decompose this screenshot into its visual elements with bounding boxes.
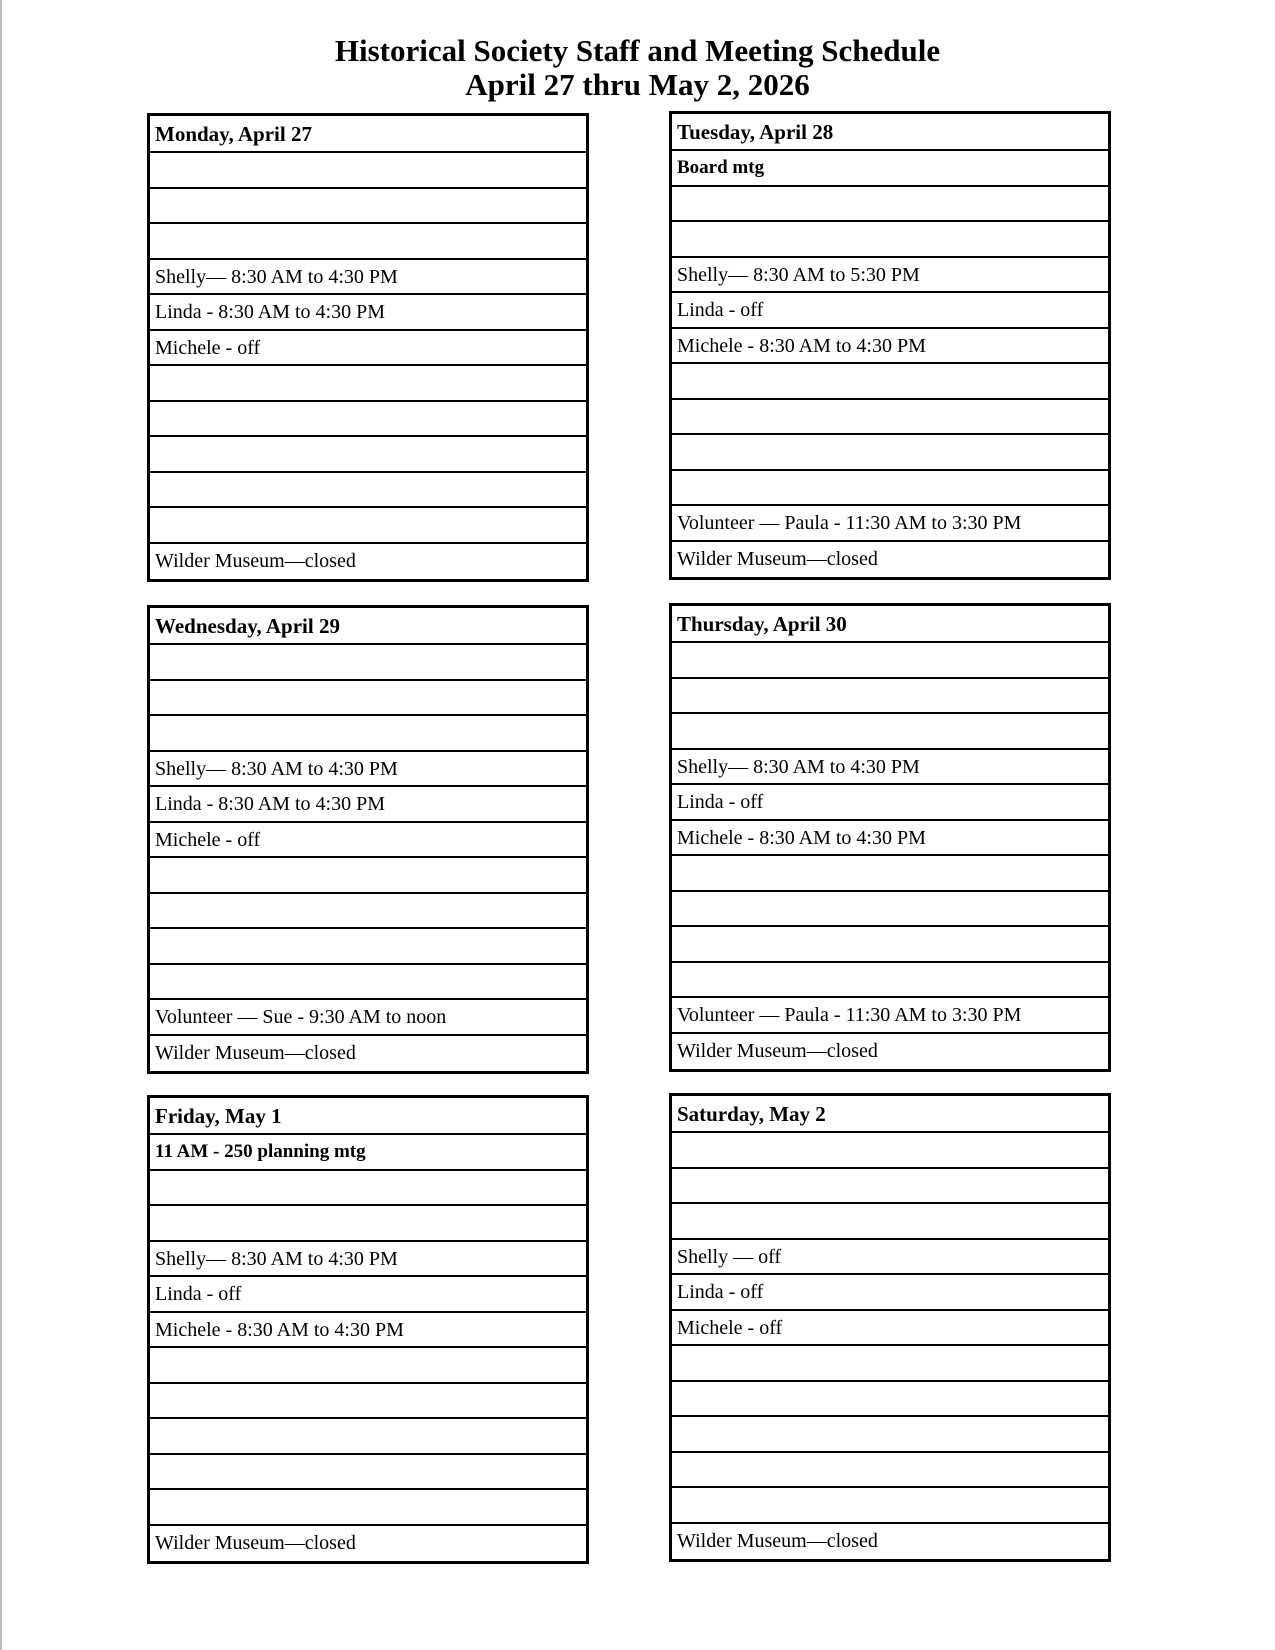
schedule-row: Wilder Museum—closed <box>155 1531 356 1554</box>
schedule-row: Wilder Museum—closed <box>677 1039 878 1062</box>
schedule-row: Michele - 8:30 AM to 4:30 PM <box>672 329 1108 365</box>
schedule-row <box>150 1206 586 1242</box>
day-header: Thursday, April 30 <box>672 606 1108 643</box>
schedule-row <box>150 153 586 189</box>
schedule-row <box>672 963 1108 999</box>
day-box-friday <box>147 1095 589 1564</box>
schedule-row: Volunteer — Sue - 9:30 AM to noon <box>150 1000 586 1036</box>
schedule-row <box>672 435 1108 471</box>
schedule-row <box>672 471 1108 507</box>
schedule-row: Michele - off <box>150 331 586 367</box>
schedule-row: Linda - off <box>150 1277 586 1313</box>
schedule-row <box>150 189 586 225</box>
day-header: Tuesday, April 28 <box>672 114 1108 151</box>
day-header: Saturday, May 2 <box>672 1096 1108 1133</box>
day-box-tuesday <box>669 111 1111 580</box>
schedule-row <box>150 965 586 1001</box>
schedule-row <box>672 1488 1108 1524</box>
schedule-row: Wilder Museum—closed <box>677 1529 878 1552</box>
day-header: Wednesday, April 29 <box>150 608 586 645</box>
schedule-row: Michele - off <box>150 823 586 859</box>
schedule-row: Volunteer — Paula - 11:30 AM to 3:30 PM <box>672 998 1108 1034</box>
schedule-row <box>672 1346 1108 1382</box>
schedule-row <box>672 400 1108 436</box>
schedule-row <box>672 927 1108 963</box>
schedule-row: Michele - 8:30 AM to 4:30 PM <box>672 821 1108 857</box>
schedule-row: Linda - off <box>672 293 1108 329</box>
schedule-row <box>672 187 1108 223</box>
schedule-row <box>672 1382 1108 1418</box>
day-box-thursday <box>669 603 1111 1072</box>
schedule-row: Linda - 8:30 AM to 4:30 PM <box>150 295 586 331</box>
schedule-row <box>672 1417 1108 1453</box>
schedule-row <box>150 366 586 402</box>
schedule-row <box>150 1348 586 1384</box>
schedule-row <box>672 1453 1108 1489</box>
schedule-row: Wilder Museum—closed <box>155 1041 356 1064</box>
schedule-row: Michele - off <box>672 1311 1108 1347</box>
schedule-row: Shelly— 8:30 AM to 5:30 PM <box>672 258 1108 294</box>
schedule-row <box>672 364 1108 400</box>
schedule-row <box>672 1169 1108 1205</box>
schedule-row <box>150 681 586 717</box>
schedule-row <box>150 716 586 752</box>
day-box-wednesday <box>147 605 589 1074</box>
schedule-row: Wilder Museum—closed <box>677 547 878 570</box>
schedule-row <box>672 222 1108 258</box>
schedule-row <box>672 643 1108 679</box>
schedule-row <box>672 714 1108 750</box>
day-box-monday <box>147 113 589 582</box>
document-title <box>0 34 1275 102</box>
schedule-row <box>150 1384 586 1420</box>
schedule-row: Shelly— 8:30 AM to 4:30 PM <box>150 752 586 788</box>
schedule-row: Volunteer — Paula - 11:30 AM to 3:30 PM <box>672 506 1108 542</box>
schedule-row <box>150 1419 586 1455</box>
schedule-row <box>150 402 586 438</box>
schedule-row: Wilder Museum—closed <box>155 549 356 572</box>
schedule-row: Linda - off <box>672 1275 1108 1311</box>
schedule-row <box>150 224 586 260</box>
day-header: Friday, May 1 <box>150 1098 586 1135</box>
schedule-row <box>150 645 586 681</box>
title-line-2: April 27 thru May 2, 2026 <box>465 67 810 102</box>
title-line-1: Historical Society Staff and Meeting Schedule <box>334 33 941 68</box>
schedule-row <box>672 679 1108 715</box>
schedule-row: Shelly — off <box>672 1240 1108 1276</box>
schedule-row: Michele - 8:30 AM to 4:30 PM <box>150 1313 586 1349</box>
meeting-row: 11 AM - 250 planning mtg <box>150 1135 586 1171</box>
schedule-row <box>150 437 586 473</box>
schedule-row <box>150 1490 586 1526</box>
schedule-row: Shelly— 8:30 AM to 4:30 PM <box>150 260 586 296</box>
day-header: Monday, April 27 <box>150 116 586 153</box>
schedule-row: Linda - 8:30 AM to 4:30 PM <box>150 787 586 823</box>
schedule-row <box>150 508 586 544</box>
schedule-row <box>150 1171 586 1207</box>
schedule-row <box>150 894 586 930</box>
schedule-row <box>150 858 586 894</box>
schedule-row <box>672 1204 1108 1240</box>
schedule-row <box>672 892 1108 928</box>
schedule-row: Shelly— 8:30 AM to 4:30 PM <box>150 1242 586 1278</box>
schedule-row <box>672 1133 1108 1169</box>
schedule-row: Shelly— 8:30 AM to 4:30 PM <box>672 750 1108 786</box>
day-box-saturday <box>669 1093 1111 1562</box>
schedule-row: Linda - off <box>672 785 1108 821</box>
page-edge <box>0 0 2 1650</box>
schedule-row <box>150 1455 586 1491</box>
schedule-row <box>150 929 586 965</box>
schedule-row <box>150 473 586 509</box>
schedule-row <box>672 856 1108 892</box>
meeting-row: Board mtg <box>672 151 1108 187</box>
